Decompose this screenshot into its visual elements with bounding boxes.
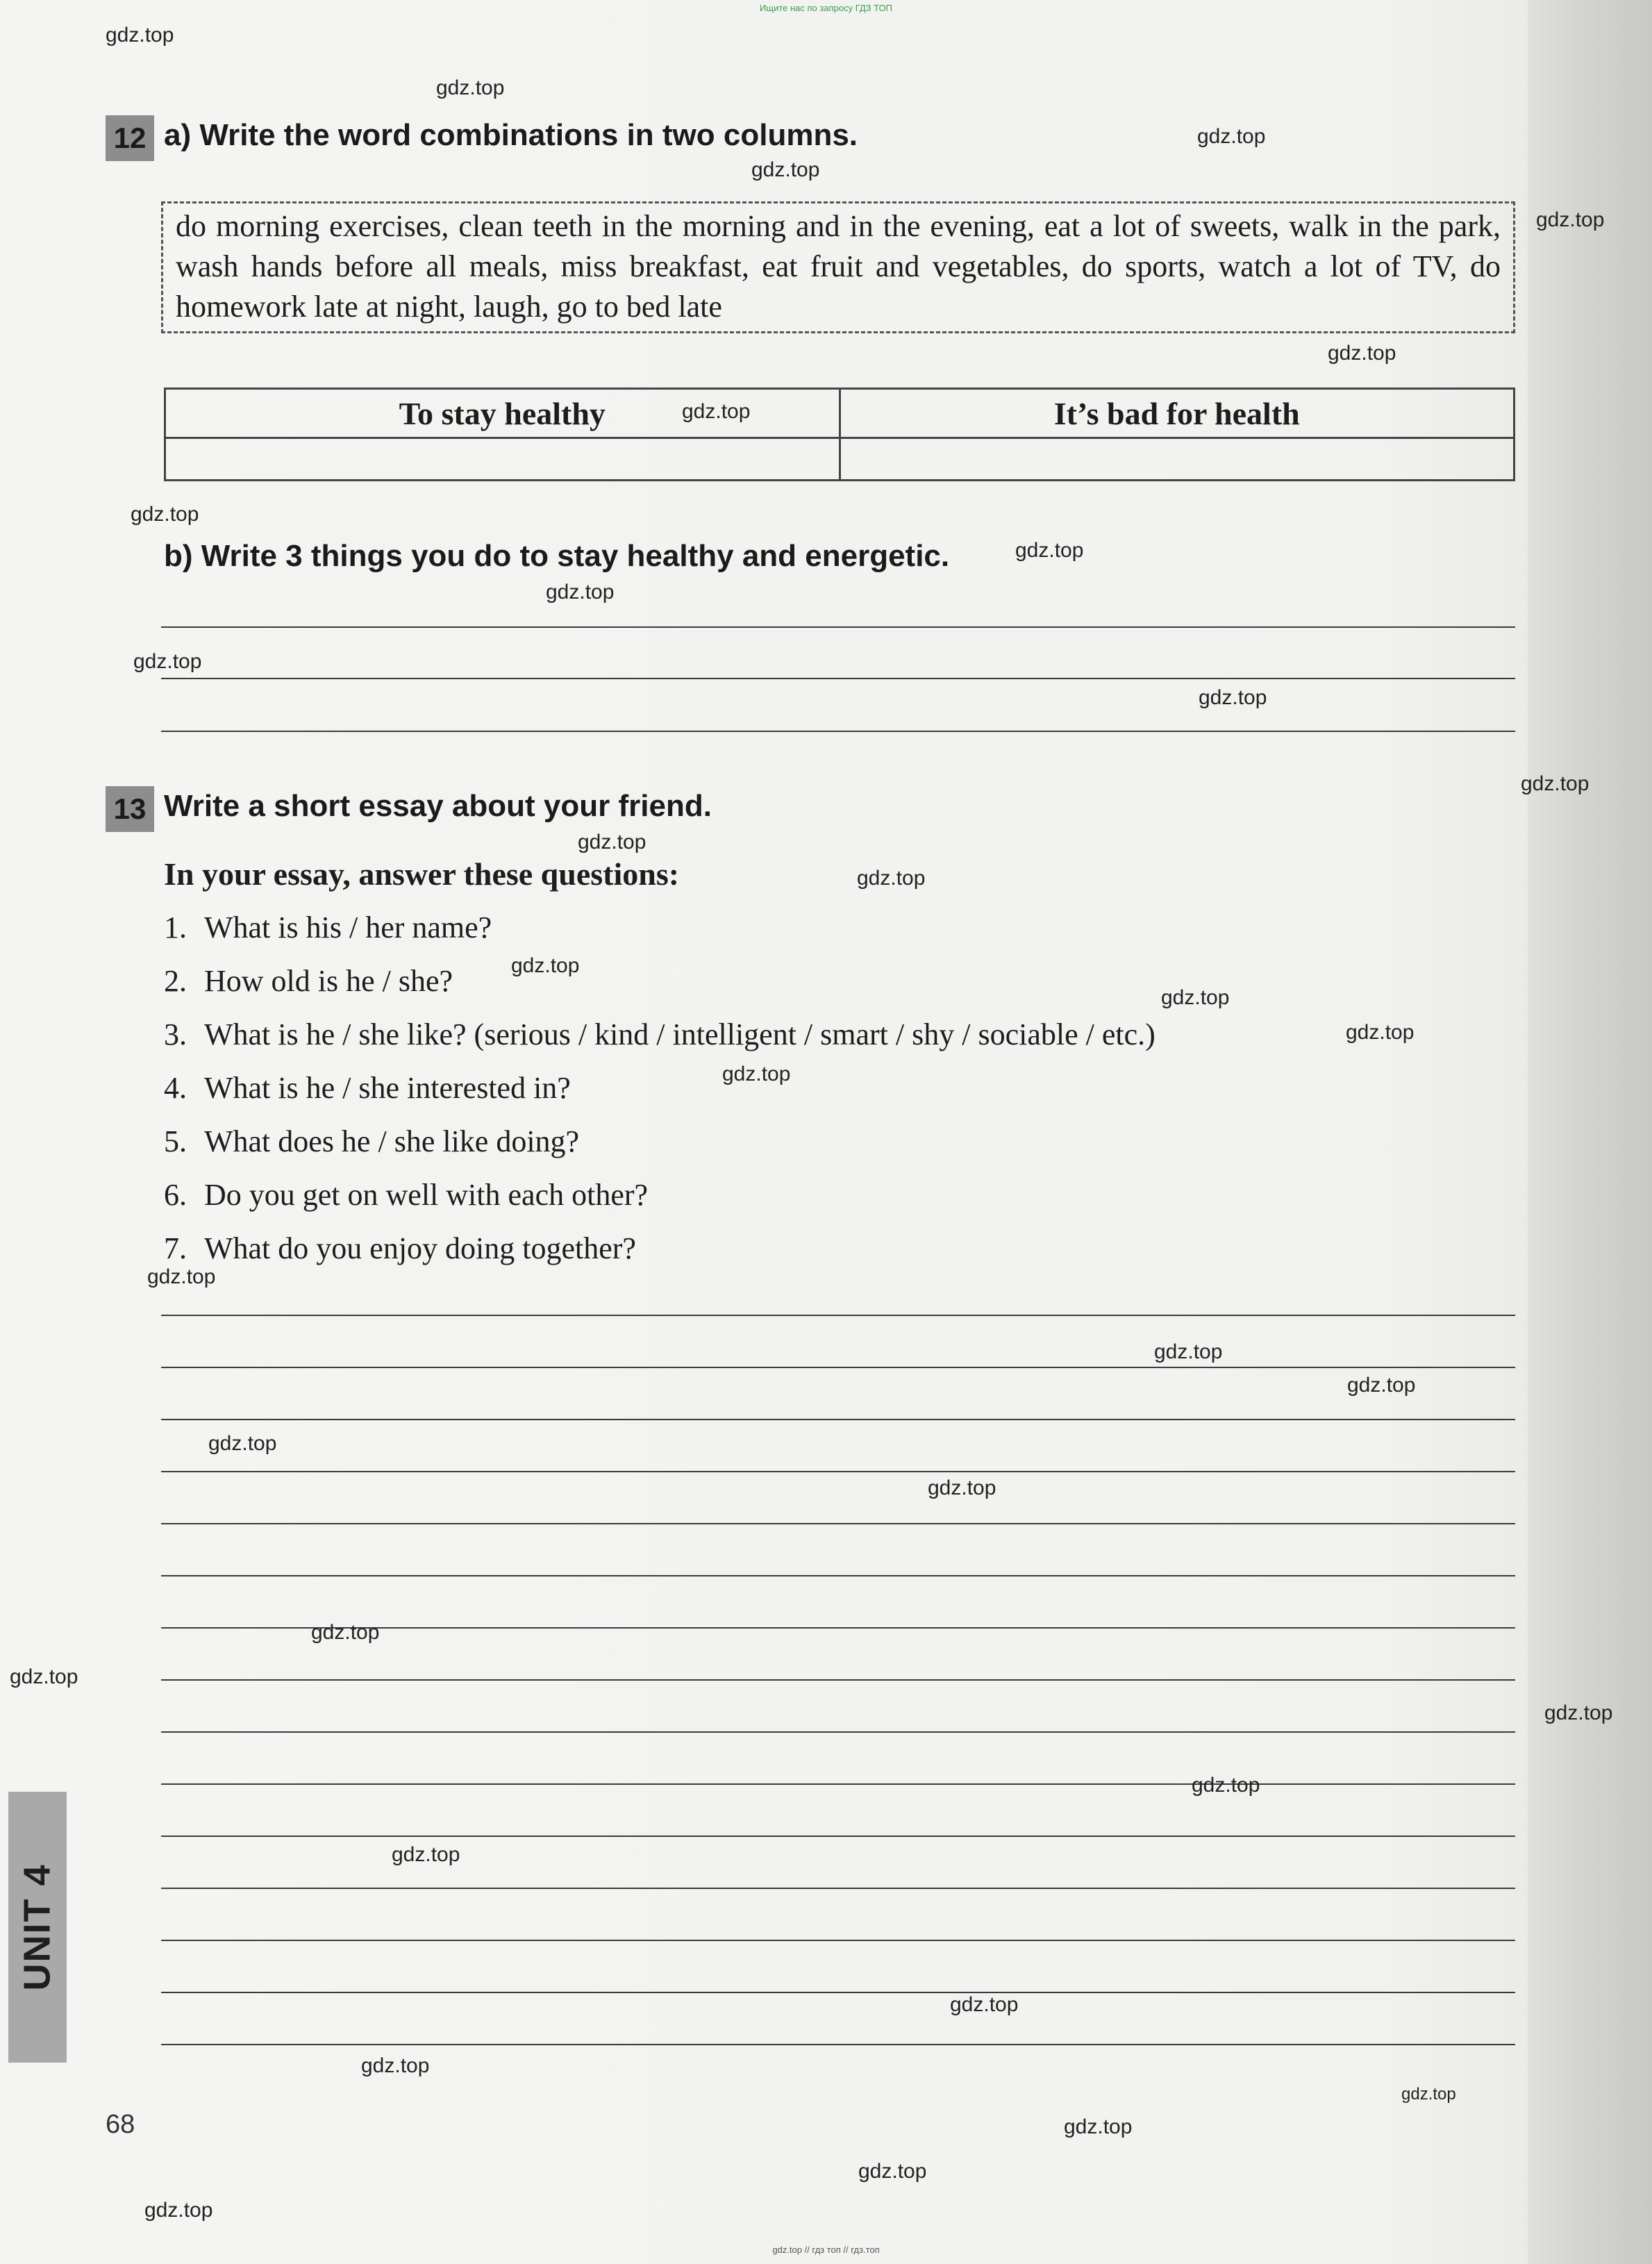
watermark: gdz.top: [1015, 539, 1084, 562]
essay-line[interactable]: [161, 1367, 1515, 1368]
watermark: gdz.top: [511, 954, 580, 977]
watermark: gdz.top: [1197, 125, 1266, 148]
watermark: gdz.top: [10, 1665, 78, 1688]
essay-instructions: In your essay, answer these questions:: [164, 856, 680, 892]
watermark: gdz.top: [578, 831, 646, 854]
footer-note: gdz.top // гдз топ // гдз.топ: [772, 2245, 880, 2255]
answer-line[interactable]: [161, 678, 1515, 679]
question-item: 2. How old is he / she?: [164, 964, 453, 998]
essay-line[interactable]: [161, 1783, 1515, 1785]
exercise-13-title: Write a short essay about your friend.: [164, 789, 712, 823]
page-spine-shadow: [1528, 0, 1652, 2264]
essay-line[interactable]: [161, 1731, 1515, 1733]
watermark: gdz.top: [1154, 1340, 1223, 1363]
answer-line[interactable]: [161, 626, 1515, 628]
question-item: 1. What is his / her name?: [164, 910, 492, 944]
watermark: gdz.top: [436, 76, 505, 99]
watermark: gdz.top: [950, 1993, 1019, 2016]
essay-line[interactable]: [161, 2044, 1515, 2045]
watermark: gdz.top: [1328, 342, 1396, 365]
two-column-table: [164, 388, 1515, 481]
question-item: 5. What does he / she like doing?: [164, 1124, 580, 1158]
header-note: Ищите нас по запросу ГДЗ ТОП: [760, 3, 892, 13]
watermark: gdz.top: [546, 581, 615, 604]
watermark: gdz.top: [147, 1265, 216, 1288]
unit-tab: UNIT 4: [8, 1792, 67, 2063]
watermark: gdz.top: [1544, 1701, 1613, 1724]
column-header-healthy: To stay healthy: [165, 389, 840, 438]
essay-line[interactable]: [161, 1888, 1515, 1889]
healthy-cell[interactable]: [165, 438, 840, 481]
watermark: gdz.top: [682, 400, 751, 423]
essay-line[interactable]: [161, 1523, 1515, 1524]
watermark: gdz.top: [144, 2199, 213, 2222]
watermark: gdz.top: [392, 1843, 460, 1866]
question-item: 6. Do you get on well with each other?: [164, 1178, 649, 1212]
watermark: gdz.top: [208, 1432, 277, 1455]
bad-cell[interactable]: [840, 438, 1515, 481]
question-item: 3. What is he / she like? (serious / kind / intelligent / smart / shy / sociable / etc.): [164, 1017, 1155, 1051]
watermark: gdz.top: [928, 1476, 996, 1499]
word-box: [161, 201, 1515, 333]
watermark: gdz.top: [133, 650, 202, 673]
watermark: gdz.top: [858, 2160, 927, 2183]
question-item: 4. What is he / she interested in?: [164, 1071, 571, 1105]
watermark: gdz.top: [106, 24, 174, 47]
watermark: gdz.top: [361, 2054, 430, 2077]
essay-line[interactable]: [161, 1575, 1515, 1576]
watermark: gdz.top: [1401, 2085, 1456, 2104]
essay-line[interactable]: [161, 1419, 1515, 1420]
answer-line[interactable]: [161, 731, 1515, 732]
watermark: gdz.top: [1199, 686, 1267, 709]
watermark: gdz.top: [1347, 1374, 1416, 1397]
essay-line[interactable]: [161, 1992, 1515, 1993]
exercise-12-title: a) Write the word combinations in two columns.: [164, 118, 858, 152]
watermark: gdz.top: [751, 158, 820, 181]
watermark: gdz.top: [1161, 986, 1230, 1009]
essay-line[interactable]: [161, 1315, 1515, 1316]
watermark: gdz.top: [857, 867, 926, 890]
watermark: gdz.top: [1192, 1774, 1260, 1797]
column-header-bad: It’s bad for health: [840, 389, 1515, 438]
essay-line[interactable]: [161, 1471, 1515, 1472]
watermark: gdz.top: [1521, 772, 1590, 795]
question-item: 7. What do you enjoy doing together?: [164, 1231, 636, 1265]
watermark: gdz.top: [311, 1621, 380, 1644]
word-box-text: do morning exercises, clean teeth in the morning and in the evening, eat a lot of sweets, walk in the park, wash hands before all meals, miss breakfast, eat fruit and vegetables, do sports, watch a lot of TV, do homework late at night, laugh, go to bed late: [176, 209, 1501, 324]
watermark: gdz.top: [1346, 1021, 1415, 1044]
exercise-12b-title: b) Write 3 things you do to stay healthy and energetic.: [164, 539, 950, 573]
page-number: 68: [106, 2110, 135, 2139]
watermark: gdz.top: [1064, 2115, 1133, 2138]
exercise-13-number: 13: [106, 786, 154, 832]
watermark: gdz.top: [722, 1063, 791, 1085]
exercise-12-number: 12: [106, 115, 154, 161]
watermark: gdz.top: [131, 503, 199, 526]
essay-line[interactable]: [161, 1836, 1515, 1837]
watermark: gdz.top: [1536, 208, 1605, 231]
essay-line[interactable]: [161, 1940, 1515, 1941]
essay-line[interactable]: [161, 1679, 1515, 1681]
